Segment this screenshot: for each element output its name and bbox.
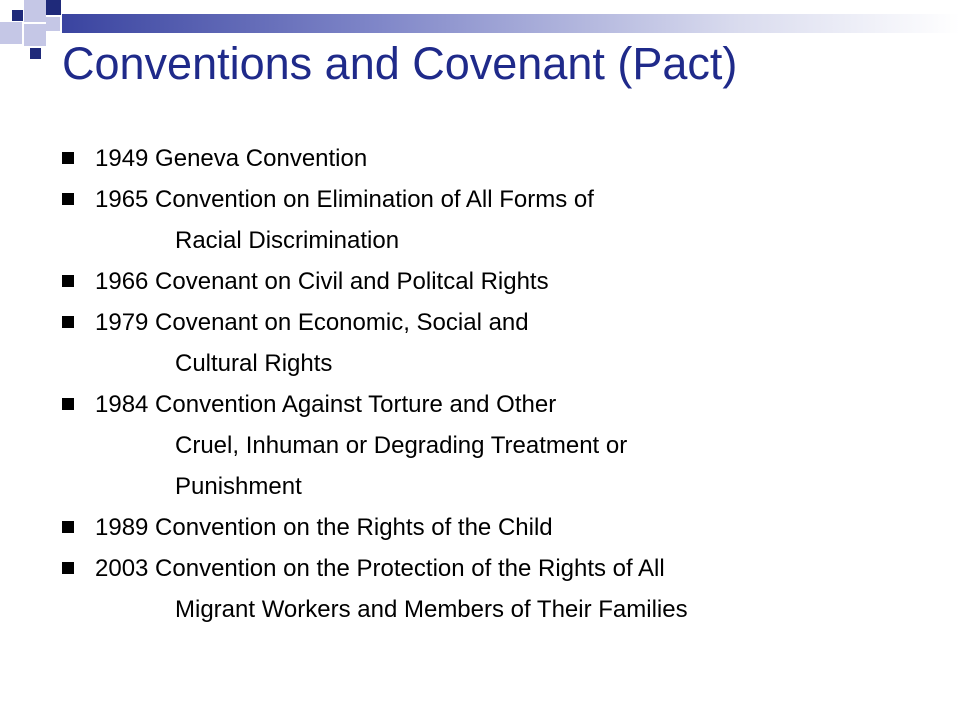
bullet-list (62, 138, 942, 630)
decorative-square-navy (46, 0, 61, 15)
bullet-text (95, 548, 688, 630)
bullet-item (62, 302, 942, 384)
square-bullet-icon (62, 316, 74, 328)
bullet-line: 1966 Covenant on Civil and Politcal Rights (95, 268, 549, 295)
decorative-square-lilac (24, 24, 46, 46)
decorative-square-lilac (46, 17, 60, 31)
bullet-item (62, 384, 942, 507)
bullet-item (62, 548, 942, 630)
bullet-text (95, 179, 594, 261)
bullet-line: 1949 Geneva Convention (95, 145, 368, 172)
bullet-text (95, 384, 627, 507)
bullet-line: 1965 Convention on Elimination of All Forms of (95, 186, 594, 213)
bullet-text (95, 138, 367, 179)
title-accent-bar (62, 14, 960, 33)
square-bullet-icon (62, 275, 74, 287)
square-bullet-icon (62, 562, 74, 574)
bullet-item (62, 179, 942, 261)
bullet-item (62, 261, 942, 302)
decorative-square-lilac (24, 0, 46, 22)
bullet-item (62, 138, 942, 179)
bullet-continuation-line: Cultural Rights (175, 350, 333, 377)
decorative-square-lilac (0, 22, 22, 44)
bullet-text (95, 507, 553, 548)
decorative-square-navy (30, 48, 41, 59)
bullet-line: 2003 Convention on the Protection of the Rights of All (95, 555, 665, 582)
bullet-continuation-line: Migrant Workers and Members of Their Families (175, 596, 688, 623)
bullet-continuation-line: Punishment (175, 473, 302, 500)
bullet-line: 1979 Covenant on Economic, Social and (95, 309, 529, 336)
decorative-square-navy (12, 10, 23, 21)
square-bullet-icon (62, 193, 74, 205)
bullet-line: 1989 Convention on the Rights of the Child (95, 514, 553, 541)
square-bullet-icon (62, 398, 74, 410)
square-bullet-icon (62, 521, 74, 533)
slide-title: Conventions and Covenant (Pact) (62, 38, 738, 89)
bullet-line: 1984 Convention Against Torture and Other (95, 391, 557, 418)
bullet-item (62, 507, 942, 548)
bullet-text (95, 302, 529, 384)
square-bullet-icon (62, 152, 74, 164)
bullet-continuation-line: Cruel, Inhuman or Degrading Treatment or (175, 432, 628, 459)
bullet-continuation-line: Racial Discrimination (175, 227, 400, 254)
bullet-text (95, 261, 549, 302)
